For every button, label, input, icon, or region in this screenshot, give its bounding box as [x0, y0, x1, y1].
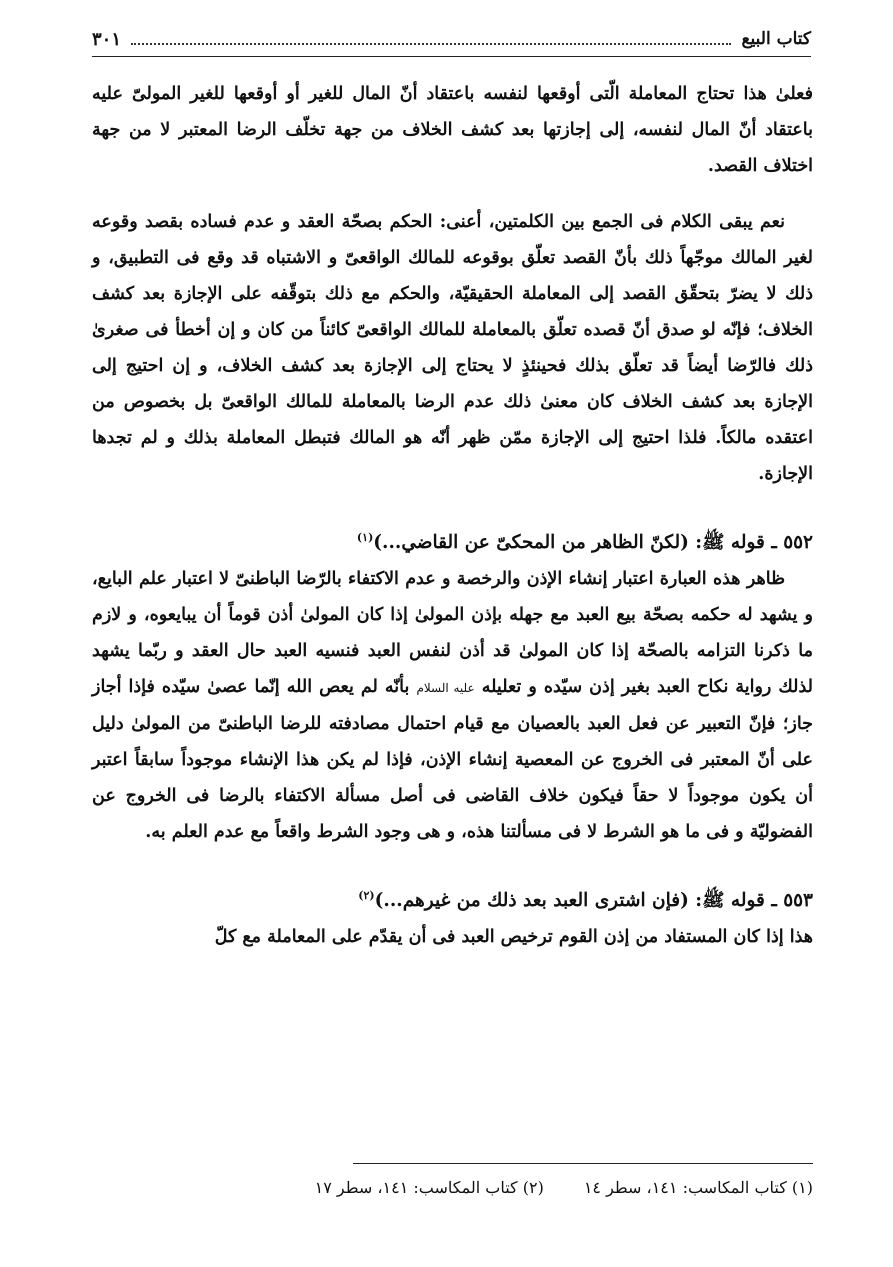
paragraph-3-part-a: ظاهر هذه العبارة اعتبار إنشاء الإذن والرخصة و عدم الاكتفاء بالرّضا الباطنىّ لا اعتبار علم البايع، و يشهد له حكمه بصحّة بيع العبد مع جهله بإذن المولىٰ إذا كان المولىٰ أذن قوماً أن يبايعوه، و لازم ما ذكرنا التزامه بالصحّة إذا كان المولىٰ قد أذن لنفس العبد فنسيه العبد حال العقد و ربّما يشهد لذلك رواية نكاح العبد بغير إذن سيّده و تعليله: [92, 569, 814, 698]
running-header: [92, 22, 811, 57]
paragraph-2: نعم يبقى الكلام فى الجمع بين الكلمتين، أعنى: الحكم بصحّة العقد و عدم فساده بقصد وقوعه لغير المالك موجّهاً ذلك بأنّ القصد تعلّق بوقوعه للمالك الواقعىّ و الاشتباه قد وقع فى التطبيق، و ذلك لا يضرّ بتحقّق القصد إلى المعاملة الحقيقيّة، والحكم مع ذلك بتوقّفه على الإجازة بعد كشف الخلاف؛ فإنّه لو صدق أنّ قصده تعلّق بالمعاملة للمالك الواقعىّ كائناً من كان و إن أخطأ فى صغرىٰ ذلك فالرّضا أيضاً قد تعلّق بذلك فحينئذٍ لا يحتاج إلى الإجازة بعد كشف الخلاف، و إن احتيج إلى الإجازة بعد كشف الخلاف كان معنىٰ ذلك عدم الرضا بالمعاملة للمالك الواقعىّ بل بخصوص من اعتقده مالكاً. فلذا احتيج إلى الإجازة ممّن ظهر أنّه هو المالك فتبطل المعاملة بذلك و لم تجدها الإجازة.: [92, 212, 814, 484]
paragraph-3: [92, 561, 813, 850]
page-body: [92, 76, 813, 955]
heading-553-text: ٥٥٣ ـ قوله ﷺ: (فإن اشترى العبد بعد ذلك من غيرهم...): [374, 890, 813, 912]
header-leader-dots: [131, 33, 731, 45]
footnote-2: (٢) كتاب المكاسب: ١٤١، سطر ١٧: [314, 1178, 544, 1197]
honorific-small: عليه السلام: [416, 681, 475, 696]
footnote-1: (١) كتاب المكاسب: ١٤١، سطر ١٤: [583, 1178, 813, 1197]
book-title: كتاب البيع: [741, 29, 811, 49]
section-heading-552: [92, 520, 813, 561]
heading-552-text: ٥٥٢ ـ قوله ﷺ: (لكنّ الظاهر من المحكىّ عن القاضي...): [373, 532, 813, 554]
footnote-ref-2[interactable]: (٢): [358, 889, 375, 903]
spacer: [92, 492, 813, 520]
footnote-separator: [353, 1163, 813, 1164]
section-heading-553: [92, 878, 813, 919]
footnote-ref-1[interactable]: (١): [356, 531, 374, 544]
spacer: [92, 184, 813, 204]
footnotes: [160, 1178, 813, 1197]
paragraph-3-part-b: بأنّه لم يعص الله إنّما عصىٰ سيّده فإذا أجاز جاز؛ فإنّ التعبير عن فعل العبد بالعصيان مع قيام احتمال مصادفته للرضا الباطنىّ من المولىٰ دليل على أنّ المعتبر فى الخروج عن المعصية إنشاء الإذن، فإذا لم يكن هذا الإنشاء موجوداً سابقاً اعتبر أن يكون موجوداً لا حقاً فيكون خلاف القاضى فى أصل مسألة الاكتفاء بالرضا فى الخروج عن الفضوليّة و فى ما هو الشرط لا فى مسألتنا هذه، و هى وجود الشرط واقعاً مع عدم العلم به.: [92, 677, 813, 843]
page-number: ٣٠١: [92, 28, 122, 50]
paragraph-4: هذا إذا كان المستفاد من إذن القوم ترخيص العبد فى أن يقدّم على المعاملة مع كلّ: [214, 927, 813, 948]
paragraph-1: فعلىٰ هذا تحتاج المعاملة الّتى أوقعها لنفسه باعتقاد أنّ المال للغير أو أوقعها للغير المولىّ عليه باعتقاد أنّ المال لنفسه، إلى إجازتها بعد كشف الخلاف من جهة تخلّف الرضا المعتبر لا من جهة اختلاف القصد.: [92, 84, 813, 176]
spacer: [92, 850, 813, 878]
